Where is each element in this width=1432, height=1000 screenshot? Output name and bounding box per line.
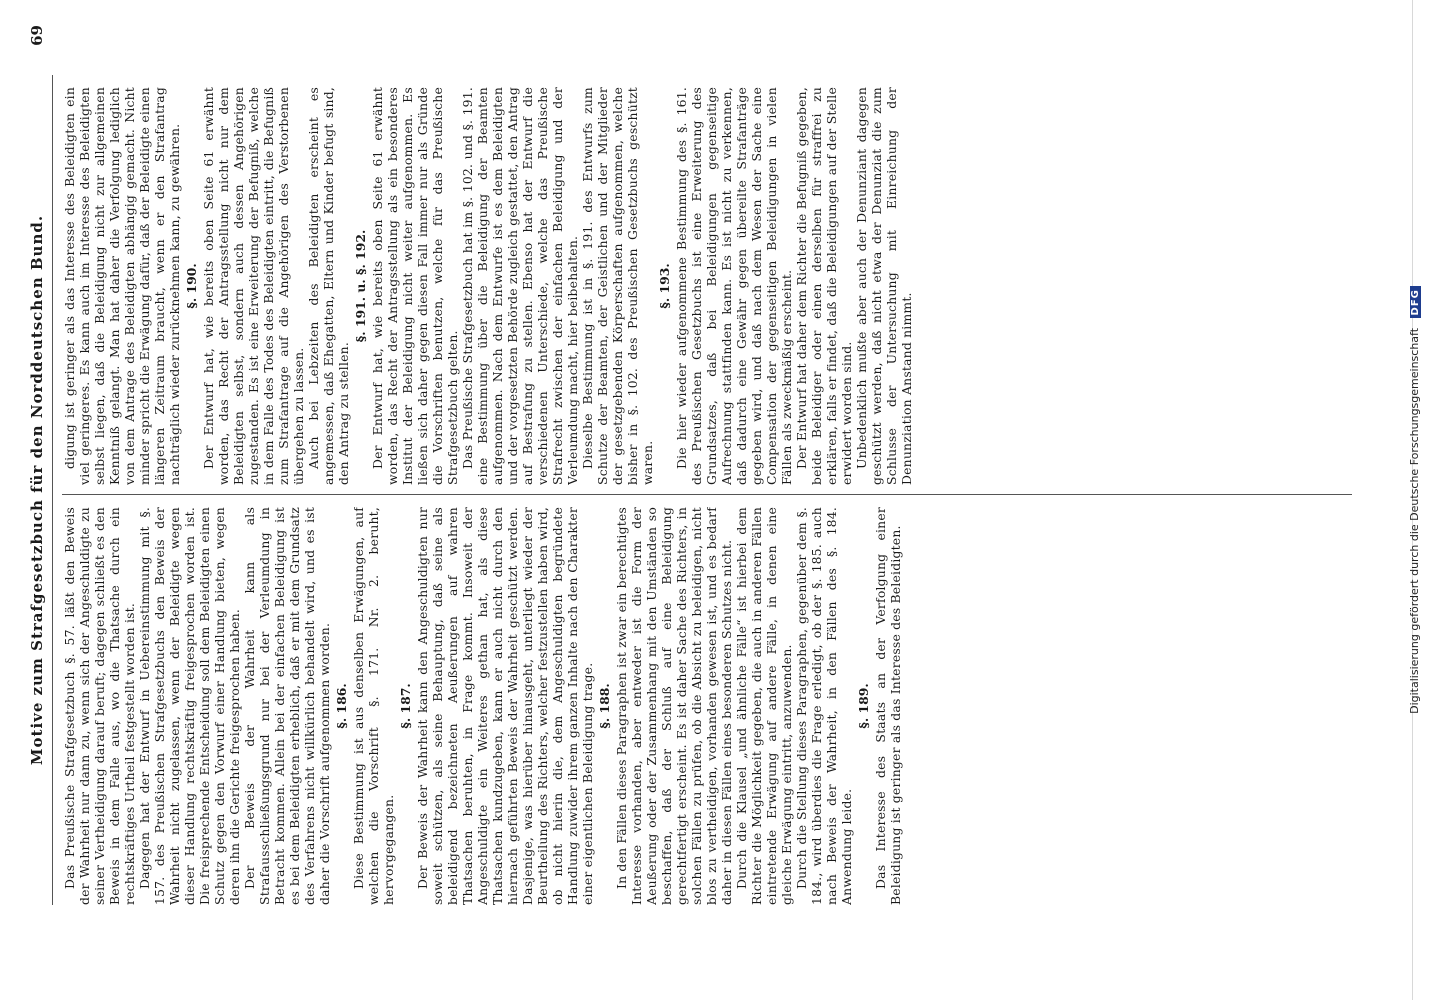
section-heading: §. 193. (657, 263, 672, 309)
page-title: Motive zum Strafgesetzbuch für den Norddeutschen Bund. (28, 214, 46, 766)
paragraph: Durch die Klausel „und ähnliche Fälle“ ist hierbei dem Richter die Möglichkeit gegeben, die auch in anderen Fällen eintretende Erwägung auf andere Fälle, in denen eine gleiche Erwägung eintritt, anzuwenden. (734, 507, 794, 905)
paragraph: Die hier wieder aufgenommene Bestimmung des §. 161. des Preußischen Gesetzbuchs ist eine Erweiterung des Grundsatzes, daß bei Beleidigungen gegenseitige Aufrechnung stattfinden kann. Es ist nicht zu verkennen, daß dadurch eine Gewähr gegen übereilte Strafanträge gegeben wird, und daß nach dem Wesen der Sache eine Compensation der gegenseitigen Beleidigungen in vielen Fällen als zweckmäßig erscheint. (674, 87, 794, 485)
paragraph: Der Entwurf hat daher dem Richter die Befugniß gegeben, beide Beleidiger oder einen derselben für straffrei zu erklären, falls er findet, daß die Beleidigungen auf der Stelle erwidert worden sind. (794, 87, 854, 485)
paragraph: Dieselbe Bestimmung ist in §. 191. des Entwurfs zum Schutze der Beamten, der Geistlichen und der Mitglieder der gesetzgebenden Körperschaften aufgenommen, welche bisher in §. 102. des Preußischen Gesetzbuchs geschützt waren. (580, 87, 655, 485)
paragraph: Dagegen hat der Entwurf in Uebereinstimmung mit §. 157. des Preußischen Strafgesetzbuchs den Beweis der Wahrheit nicht zugelassen, wenn der Beleidigte wegen dieser Handlung rechtskräftig freigesprochen worden ist. Die freisprechende Entscheidung soll dem Beleidigten einen Schutz gegen den Vorwurf einer Handlung bieten, wegen deren ihn die Gerichte freigesprochen haben. (137, 507, 242, 905)
section-heading: §. 188. (597, 683, 612, 729)
paragraph: Diese Bestimmung ist aus denselben Erwägungen, auf welchen die Vorschrift §. 171. Nr. 2. beruht, hervorgegangen. (351, 507, 396, 905)
footer-text: Digitalisierung gefördert durch die Deutsche Forschungsgemeinschaft (1408, 327, 1421, 714)
paragraph: Der Entwurf hat, wie bereits oben Seite 61 erwähnt worden, das Recht der Antragsstellung als ein besonderes Institut der Beleidigung nicht weiter aufgenommen. Es ließen sich daher gegen diesen Fall immer nur als Gründe die Vorschriften benutzen, welche für das Preußische Strafgesetzbuch gelten. (370, 87, 460, 485)
paragraph: Der Beweis der Wahrheit kann den Angeschuldigten nur soweit schützen, als seine Behauptung, daß seine als beleidigend bezeichneten Aeußerungen auf wahren Thatsachen beruhten, in Frage kommt. Insoweit der Angeschuldigte ein Weiteres gethan hat, als diese Thatsachen kundzugeben, kann er auch nicht durch den hiernach geführten Beweis der Wahrheit geschützt werden. Dasjenige, was hierüber hinausgeht, unterliegt wieder der Beurtheilung des Richters, welcher festzustellen haben wird, ob nicht hierin die, dem Angeschuldigten begründete Handlung zuwider ihrem ganzen Inhalte nach den Charakter einer eigentlichen Beleidigung trage. (415, 507, 595, 905)
paragraph: Durch die Stellung dieses Paragraphen, gegenüber dem §. 184., wird überdies die Frage erledigt, ob der §. 185. auch nach Beweis der Wahrheit, in den Fällen des §. 184. Anwendung leide. (794, 507, 854, 905)
column-divider (62, 494, 1352, 495)
paragraph: Das Preußische Strafgesetzbuch hat im §. 102. und §. 191. eine Bestimmung über die Beleidigung der Beamten aufgenommen. Nach dem Entwurfe ist es dem Beleidigten und der vorgesetzten Behörde zugleich gestattet, den Antrag auf Bestrafung zu stellen. Ebenso hat der Entwurf die verschiedenen Unterschiede, welche das Preußische Strafrecht zwischen der einfachen Beleidigung und der Verleumdung macht, hier beibehalten. (460, 87, 580, 485)
paragraph: Auch bei Lebzeiten des Beleidigten erscheint es angemessen, daß Ehegatten, Eltern und Kinder befugt sind, den Antrag zu stellen. (306, 87, 351, 485)
section-heading: §. 191. u. §. 192. (353, 229, 368, 343)
section-heading: §. 190. (184, 263, 199, 309)
paragraph: In den Fällen dieses Paragraphen ist zwar ein berechtigtes Interesse vorhanden, aber entweder ist die Form der Aeußerung oder der Zusammenhang mit den Umständen so beschaffen, daß der Schluß auf eine Beleidigung gerechtfertigt erscheint. Es ist daher Sache des Richters, in solchen Fällen zu prüfen, ob die Absicht zu beleidigen, nicht blos zu vertheidigen, vorhanden gewesen ist, und es bedarf daher in diesen Fällen eines besonderen Schutzes nicht. (614, 507, 734, 905)
paragraph: Der Beweis der Wahrheit kann als Strafausschließungsgrund nur bei der Verleumdung in Betracht kommen. Allein bei der einfachen Beleidigung ist es bei dem Beleidigten erheblich, daß er mit dem Grundsatz des Verfahrens nicht willkürlich behandelt wird, und es ist daher die Vorschrift aufgenommen worden. (242, 507, 332, 905)
dfg-logo: DFG (1410, 286, 1421, 318)
paragraph: digung ist geringer als das Interesse des Beleidigten ein viel geringeres. Es kann auch im Interesse des Beleidigten selbst liegen, daß die Beleidigung nicht zur allgemeinen Kenntniß gelangt. Man hat daher die Verfolgung lediglich von dem Antrage des Beleidigten abhängig gemacht. Nicht minder spricht die Erwägung dafür, daß der Beleidigte einen längeren Zeitraum braucht, wenn er den Strafantrag nachträglich wieder zurücknehmen kann, zu gewähren. (62, 87, 182, 485)
page-number: 69 (28, 25, 46, 46)
paragraph: Das Preußische Strafgesetzbuch §. 57. läßt den Beweis der Wahrheit nur dann zu, wenn sich der Angeschuldigte zu seiner Vertheidigung darauf beruft; dagegen schließt es den Beweis in dem Falle aus, wo die Thatsache durch ein rechtskräftiges Urtheil festgestellt worden ist. (62, 507, 137, 905)
section-heading: §. 187. (398, 683, 413, 729)
section-heading: §. 189. (856, 683, 871, 729)
paragraph: Der Entwurf hat, wie bereits oben Seite 61 erwähnt worden, das Recht der Antragsstellung nicht nur dem Beleidigten selbst, sondern auch dessen Angehörigen zugestanden. Es ist eine Erweiterung der Befugniß, welche in dem Falle des Todes des Beleidigten eintritt, die Befugniß zum Strafantrage auf die Angehörigen des Verstorbenen übergehen zu lassen. (201, 87, 306, 485)
paragraph: Das Interesse des Staats an der Verfolgung einer Beleidigung ist geringer als das Interesse des Beleidigten. (873, 507, 903, 905)
section-heading: §. 186. (334, 683, 349, 729)
right-text-column (62, 87, 1362, 485)
left-text-column (62, 507, 1362, 905)
paragraph: Unbedenklich mußte aber auch der Denunziant dagegen geschützt werden, daß nicht etwa der Denunziat die zum Schlusse der Untersuchung mit Einreichung der Denunziation Anstand nimmt. (854, 87, 914, 485)
running-header (28, 25, 53, 905)
digitization-footer (1408, 0, 1421, 1000)
